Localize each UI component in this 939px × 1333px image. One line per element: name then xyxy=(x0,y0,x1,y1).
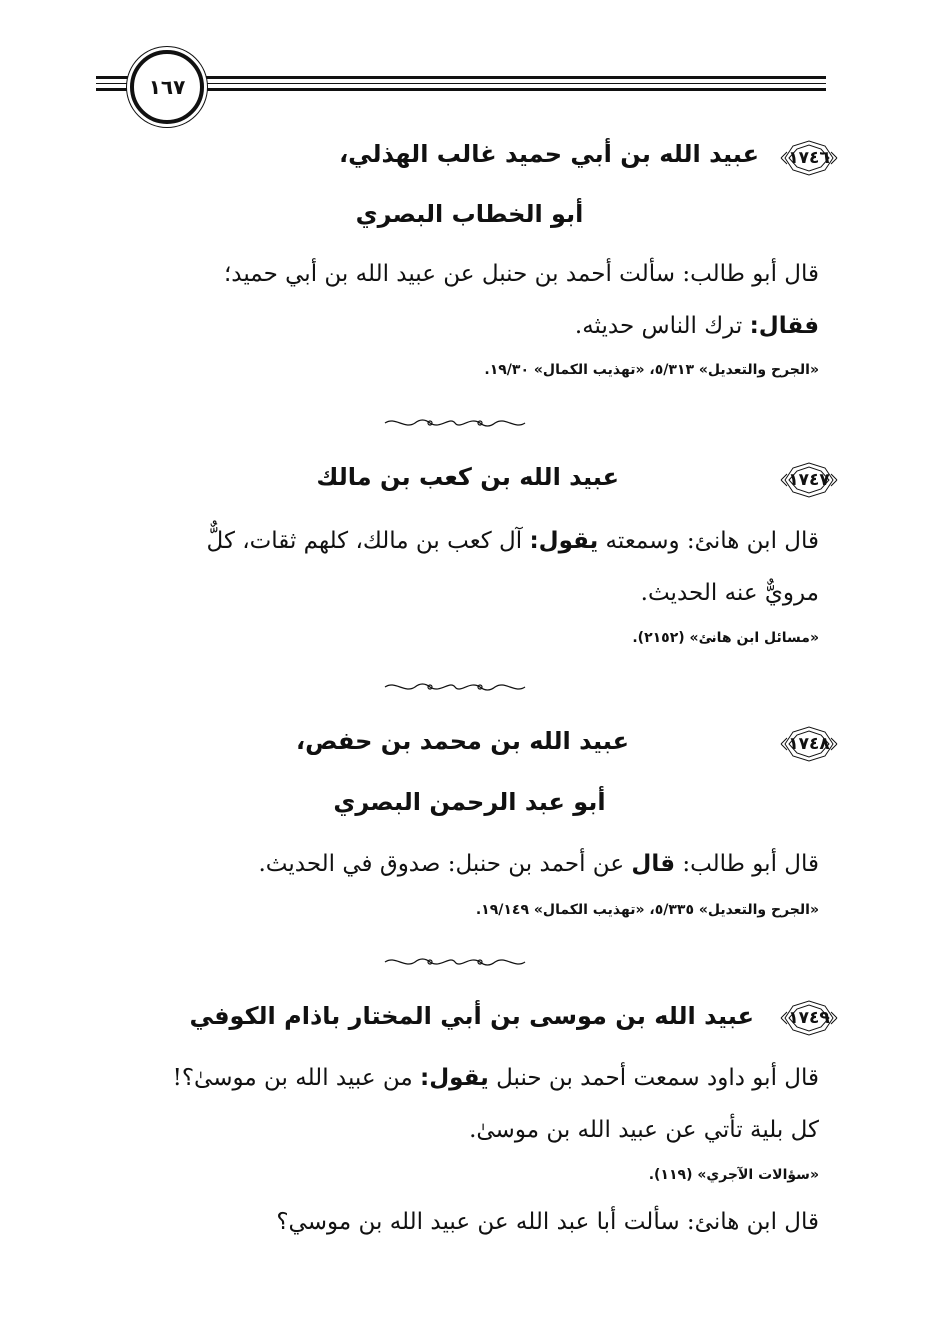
bold-word: قال xyxy=(631,851,676,877)
entry-number: ١٧٤٦ xyxy=(788,148,830,168)
entry-title: عبيد الله بن محمد بن حفص، xyxy=(296,727,629,755)
text-span: من عبيد الله بن موسىٰ؟! xyxy=(172,1065,421,1091)
text-span: ترك الناس حديثه. xyxy=(574,313,750,339)
text-line: قال ابن هانئ: سألت أبا عبد الله عن عبيد الله بن موسي؟ xyxy=(276,1209,819,1235)
ornament-divider-icon xyxy=(380,680,530,694)
entry-number-badge xyxy=(779,724,839,764)
text-line: مرويٌّ عنه الحديث. xyxy=(640,580,819,606)
entry-paragraph xyxy=(110,1052,819,1156)
entry-number-badge xyxy=(779,138,839,178)
text-line: قال أبو طالب: سألت أحمد بن حنبل عن عبيد الله بن أبي حميد؛ xyxy=(223,261,819,287)
entry-title: عبيد الله بن كعب بن مالك xyxy=(316,463,619,491)
header-rule xyxy=(174,83,826,84)
text-line xyxy=(110,1052,819,1104)
bold-word: يقول: xyxy=(529,528,599,554)
bold-word: يقول: xyxy=(420,1065,489,1091)
page-header xyxy=(96,50,826,122)
reference-note: «مسائل ابن هانئ» (٢١٥٢). xyxy=(632,630,819,646)
entry-paragraph xyxy=(110,1196,819,1248)
ornament-divider-icon xyxy=(380,955,530,969)
entry-subtitle: أبو الخطاب البصري xyxy=(355,200,584,228)
entry-paragraph xyxy=(110,838,819,890)
page-number-badge xyxy=(130,50,204,124)
ornament-divider-icon xyxy=(380,416,530,430)
entry-paragraph xyxy=(110,248,819,352)
text-span: قال أبو داود سمعت أحمد بن حنبل xyxy=(488,1065,819,1091)
reference-note: «الجرح والتعديل» ٥/٣٣٥، «تهذيب الكمال» ١٩/١٤٩. xyxy=(475,902,819,918)
reference-note: «الجرح والتعديل» ٥/٣١٣، «تهذيب الكمال» ١٩/٣٠. xyxy=(484,362,819,378)
entry-title: عبيد الله بن موسى بن أبي المختار باذام الكوفي xyxy=(189,1002,754,1030)
entry-subtitle: أبو عبد الرحمن البصري xyxy=(333,788,606,816)
entry-number: ١٧٤٧ xyxy=(788,470,830,490)
text-span: قال ابن هانئ: وسمعته xyxy=(598,528,819,554)
page-number: ١٦٧ xyxy=(148,75,186,99)
text-span: آل كعب بن مالك، كلهم ثقات، كلٌّ xyxy=(206,528,530,554)
entry-number-badge xyxy=(779,460,839,500)
header-rule xyxy=(174,88,826,91)
text-span: عن أحمد بن حنبل: صدوق في الحديث. xyxy=(258,851,632,877)
reference-note: «سؤالات الآجري» (١١٩). xyxy=(648,1167,819,1183)
text-line xyxy=(110,515,819,567)
header-rule xyxy=(174,76,826,79)
text-span: قال أبو طالب: xyxy=(675,851,819,877)
entry-paragraph xyxy=(110,515,819,619)
entry-number-badge xyxy=(779,998,839,1038)
bold-word: فقال: xyxy=(749,313,819,339)
entry-title: عبيد الله بن أبي حميد غالب الهذلي، xyxy=(339,140,759,168)
entry-number: ١٧٤٨ xyxy=(788,734,830,754)
entry-number: ١٧٤٩ xyxy=(788,1008,830,1028)
text-line xyxy=(110,300,819,352)
text-line xyxy=(110,838,819,890)
text-line: كل بلية تأتي عن عبيد الله بن موسىٰ. xyxy=(469,1117,819,1143)
